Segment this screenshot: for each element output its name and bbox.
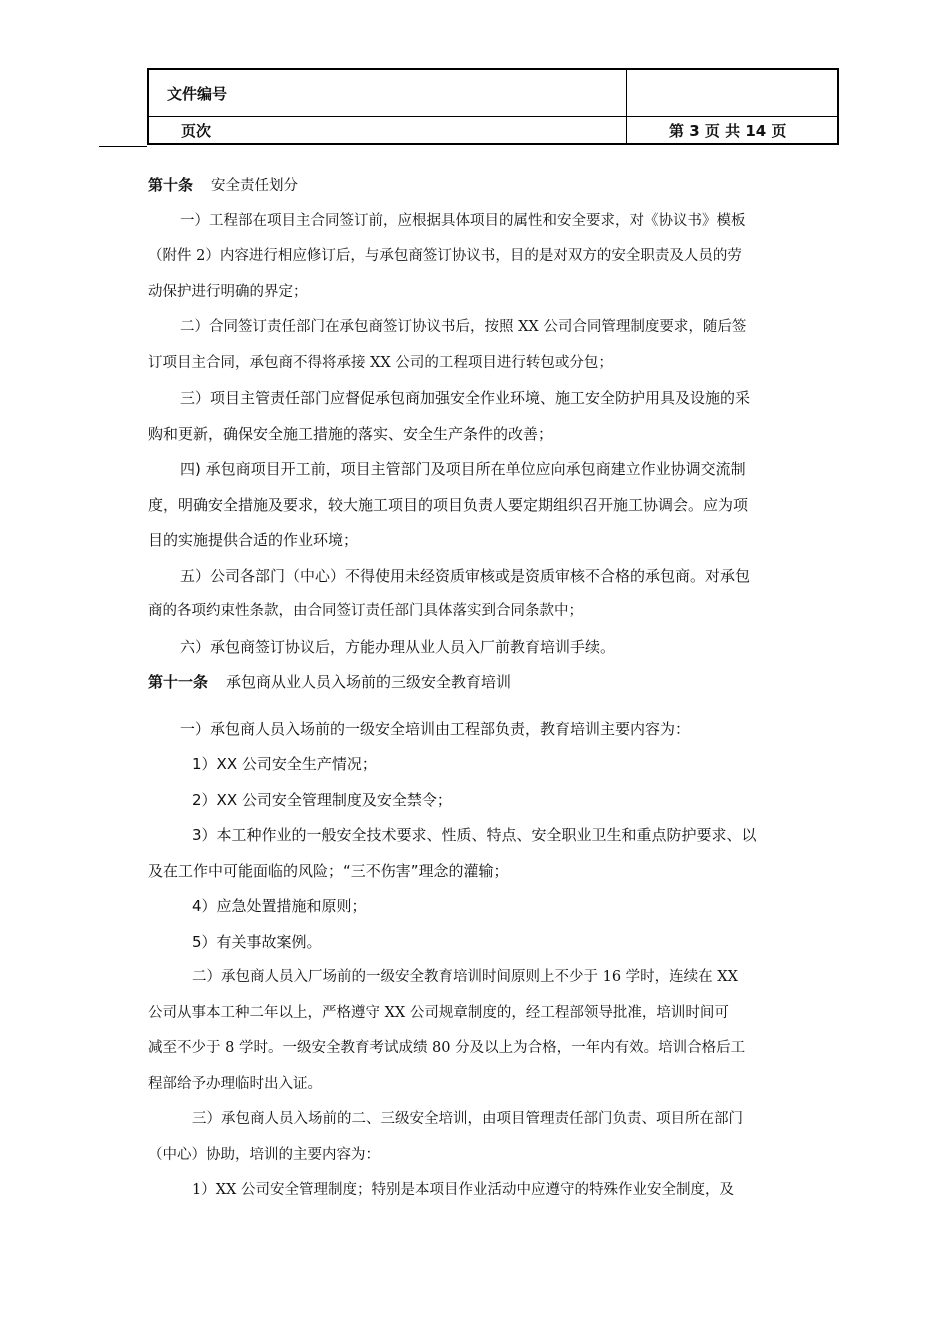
paragraph-line: 购和更新，确保安全施工措施的落实、安全生产条件的改善； — [148, 424, 554, 443]
article-11-heading — [148, 665, 810, 701]
list-item: 1）XX 公司安全管理制度；特别是本项目作业活动中应遵守的特殊作业安全制度，及 — [192, 1182, 734, 1198]
list-item: 1）XX 公司安全生产情况； — [192, 755, 377, 773]
header-rule — [99, 146, 147, 147]
paragraph-line: （附件 2）内容进行相应修订后，与承包商签订协议书，目的是对双方的安全职责及人员的劳 — [148, 248, 742, 264]
article-label: 第十条 — [148, 176, 194, 194]
paragraph-line: 三）项目主管责任部门应督促承包商加强安全作业环境、施工安全防护用具及设施的采 — [180, 389, 751, 407]
paragraph-line: 六）承包商签订协议后，方能办理从业人员入厂前教育培训手续。 — [180, 637, 616, 656]
list-item: 3）本工种作业的一般安全技术要求、性质、特点、安全职业卫生和重点防护要求、以 — [192, 826, 757, 844]
paragraph-line: 五）公司各部门（中心）不得使用未经资质审核或是资质审核不合格的承包商。对承包 — [180, 566, 751, 585]
list-item: 4）应急处置措施和原则； — [192, 897, 367, 915]
paragraph-line: 动保护进行明确的界定； — [148, 283, 308, 300]
file-number-value — [627, 69, 839, 117]
paragraph-line: 一）工程部在项目主合同签订前，应根据具体项目的属性和安全要求，对《协议书》模板 — [180, 212, 746, 229]
paragraph-line: 目的实施提供合适的作业环境； — [148, 531, 359, 549]
paragraph-line: 度，明确安全措施及要求，较大施工项目的项目负责人要定期组织召开施工协调会。应为项 — [148, 495, 749, 514]
document-header-table — [147, 68, 839, 145]
paragraph-line: 公司从事本工种二年以上，严格遵守 XX 公司规章制度的，经工程部领导批准，培训时间可 — [148, 1004, 729, 1021]
page-label: 页次 — [148, 117, 627, 145]
paragraph-line: （中心）协助，培训的主要内容为： — [148, 1146, 380, 1163]
paragraph-line: 商的各项约束性条款，由合同签订责任部门具体落实到合同条款中； — [148, 603, 583, 619]
file-number-label: 文件编号 — [148, 69, 627, 117]
paragraph-line: 程部给予办理临时出入证。 — [148, 1075, 322, 1092]
page-number-value: 第 3 页 共 14 页 — [627, 117, 839, 145]
article-title: 安全责任划分 — [211, 178, 299, 194]
paragraph-line: 四) 承包商项目开工前，项目主管部门及项目所在单位应向承包商建立作业协调交流制 — [180, 460, 746, 478]
paragraph-line: 二）合同签订责任部门在承包商签订协议书后，按照 XX 公司合同管理制度要求，随后签 — [180, 319, 747, 335]
document-body — [148, 168, 810, 1209]
paragraph-line: 二）承包商人员入厂场前的一级安全教育培训时间原则上不少于 16 学时，连续在 XX — [192, 969, 738, 985]
paragraph-line: 订项目主合同，承包商不得将承接 XX 公司的工程项目进行转包或分包； — [148, 354, 613, 371]
list-item: 2）XX 公司安全管理制度及安全禁令； — [192, 790, 452, 809]
paragraph-line: 及在工作中可能面临的风险；“三不伤害”理念的灌输； — [148, 861, 509, 880]
article-title: 承包商从业人员入场前的三级安全教育培训 — [226, 673, 512, 691]
paragraph-line: 一）承包商人员入场前的一级安全培训由工程部负责，教育培训主要内容为： — [180, 719, 691, 738]
paragraph-line: 减至不少于 8 学时。一级安全教育考试成绩 80 分及以上为合格，一年内有效。培训合格后工 — [148, 1040, 746, 1056]
article-10-heading — [148, 168, 810, 204]
paragraph-line: 三）承包商人员入场前的二、三级安全培训，由项目管理责任部门负责、项目所在部门 — [192, 1111, 743, 1127]
article-label: 第十一条 — [148, 673, 209, 691]
list-item: 5）有关事故案例。 — [192, 932, 322, 951]
